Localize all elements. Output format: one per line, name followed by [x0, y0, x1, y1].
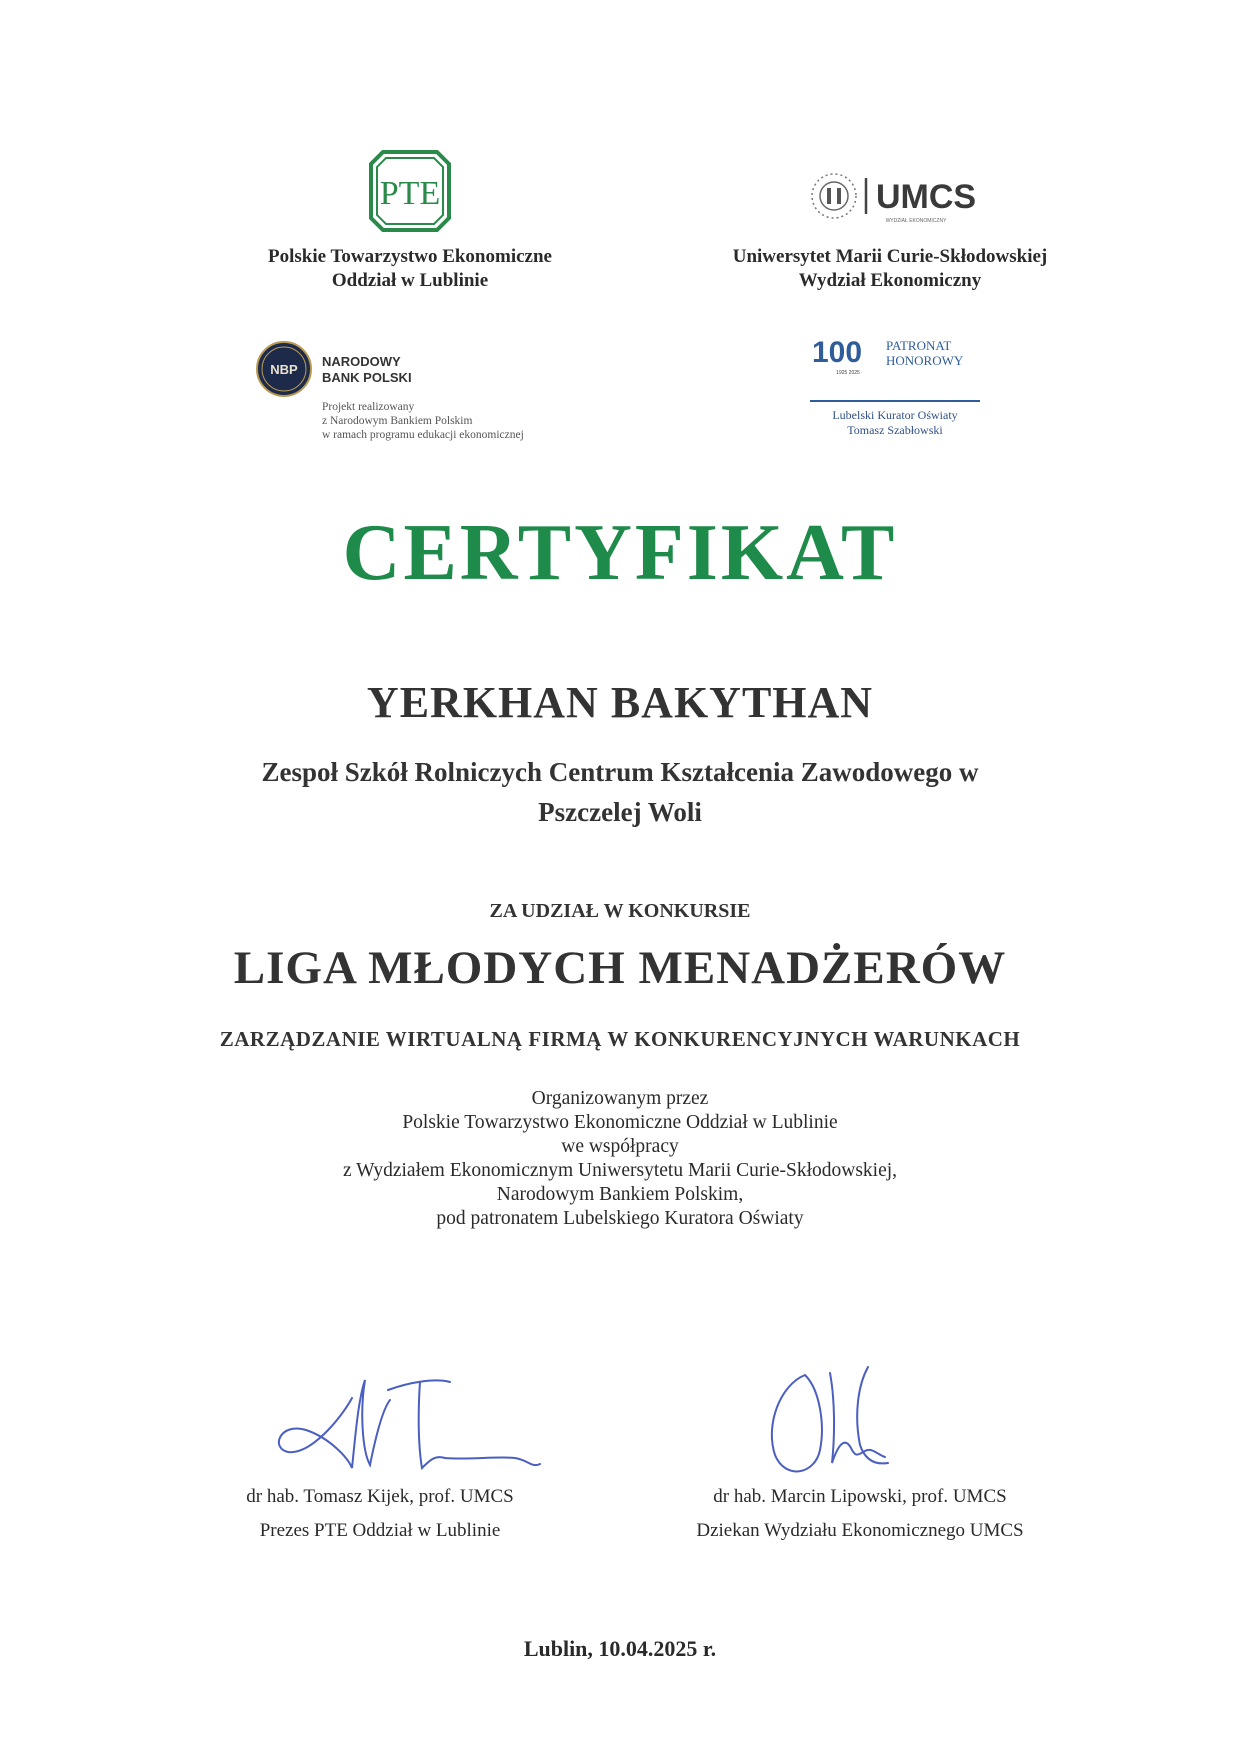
patronat-line1: PATRONAT	[886, 338, 952, 353]
organizer-line: z Wydziałem Ekonomicznym Uniwersytetu Marii Curie-Skłodowskiej,	[342, 1160, 898, 1181]
organizer-line: Narodowym Bankiem Polskim,	[496, 1184, 744, 1205]
place-and-date: Lublin, 10.04.2025 r.	[523, 1636, 717, 1661]
signatory-right-name: dr hab. Marcin Lipowski, prof. UMCS	[713, 1486, 1007, 1507]
organizer-line: we współpracy	[561, 1136, 679, 1157]
umcs-logo-text: UMCS	[876, 178, 977, 216]
nbp-project-line2: z Narodowym Bankiem Polskim	[322, 415, 473, 427]
signatory-left-name: dr hab. Tomasz Kijek, prof. UMCS	[246, 1486, 514, 1507]
nbp-logo-text: NBP	[270, 362, 298, 377]
organizer-line: Organizowanym przez	[531, 1088, 709, 1109]
pte-organization-name	[230, 245, 590, 293]
umcs-logo	[806, 170, 1006, 226]
school-name	[170, 752, 1070, 832]
organizer-line: Polskie Towarzystwo Ekonomiczne Oddział w Lublinie	[402, 1112, 838, 1133]
pte-logo	[369, 150, 451, 232]
umcs-logo-subtext: WYDZIAŁ EKONOMICZNY	[885, 218, 947, 224]
nbp-logo	[255, 340, 313, 398]
nbp-project-note	[322, 400, 592, 442]
kurator-text	[810, 408, 980, 438]
nbp-name-line2: BANK POLSKI	[322, 370, 412, 385]
signature-left	[270, 1360, 570, 1480]
umcs-name-line2: Wydział Ekonomiczny	[798, 270, 982, 291]
pte-logo-text: PTE	[379, 175, 441, 212]
certificate-title: CERTYFIKAT	[342, 509, 898, 597]
logo-100-text: 100	[812, 336, 863, 369]
signatory-right-role: Dziekan Wydziału Ekonomicznego UMCS	[696, 1520, 1024, 1541]
patronat-100-logo	[810, 330, 980, 396]
nbp-name	[322, 354, 492, 386]
signatory-left-role: Prezes PTE Oddział w Lublinie	[259, 1520, 501, 1541]
nbp-block	[255, 340, 585, 450]
contest-subtitle: ZARZĄDZANIE WIRTUALNĄ FIRMĄ W KONKURENCYJNYCH WARUNKACH	[219, 1027, 1021, 1051]
logo-years-text: 1925 2025	[836, 370, 860, 376]
school-line2: Pszczelej Woli	[538, 797, 702, 827]
kurator-block	[810, 330, 980, 440]
school-line1: Zespoł Szkół Rolniczych Centrum Kształcenia Zawodowego w	[261, 757, 979, 787]
umcs-organization-name	[700, 245, 1080, 293]
kurator-divider	[810, 400, 980, 402]
umcs-name-line1: Uniwersytet Marii Curie-Skłodowskiej	[732, 246, 1048, 267]
nbp-project-line3: w ramach programu edukacji ekonomicznej	[322, 429, 524, 441]
signature-right	[760, 1355, 920, 1485]
nbp-project-line1: Projekt realizowany	[322, 401, 415, 413]
pte-name-line1: Polskie Towarzystwo Ekonomiczne	[268, 246, 552, 267]
organizer-line: pod patronatem Lubelskiego Kuratora Oświaty	[436, 1208, 804, 1229]
signatory-right	[650, 1480, 1070, 1548]
pte-name-line2: Oddział w Lublinie	[331, 270, 489, 291]
nbp-name-line1: NARODOWY	[322, 354, 401, 369]
kurator-text-line2: Tomasz Szabłowski	[847, 423, 943, 437]
contest-name: LIGA MŁODYCH MENADŻERÓW	[233, 942, 1007, 994]
signatory-left	[180, 1480, 580, 1548]
organizers-block	[0, 1087, 1240, 1231]
patronat-line2: HONOROWY	[886, 353, 964, 368]
recipient-name: YERKHAN BAKYTHAN	[366, 678, 874, 727]
kurator-text-line1: Lubelski Kurator Oświaty	[832, 408, 958, 422]
participation-label: ZA UDZIAŁ W KONKURSIE	[489, 900, 751, 922]
